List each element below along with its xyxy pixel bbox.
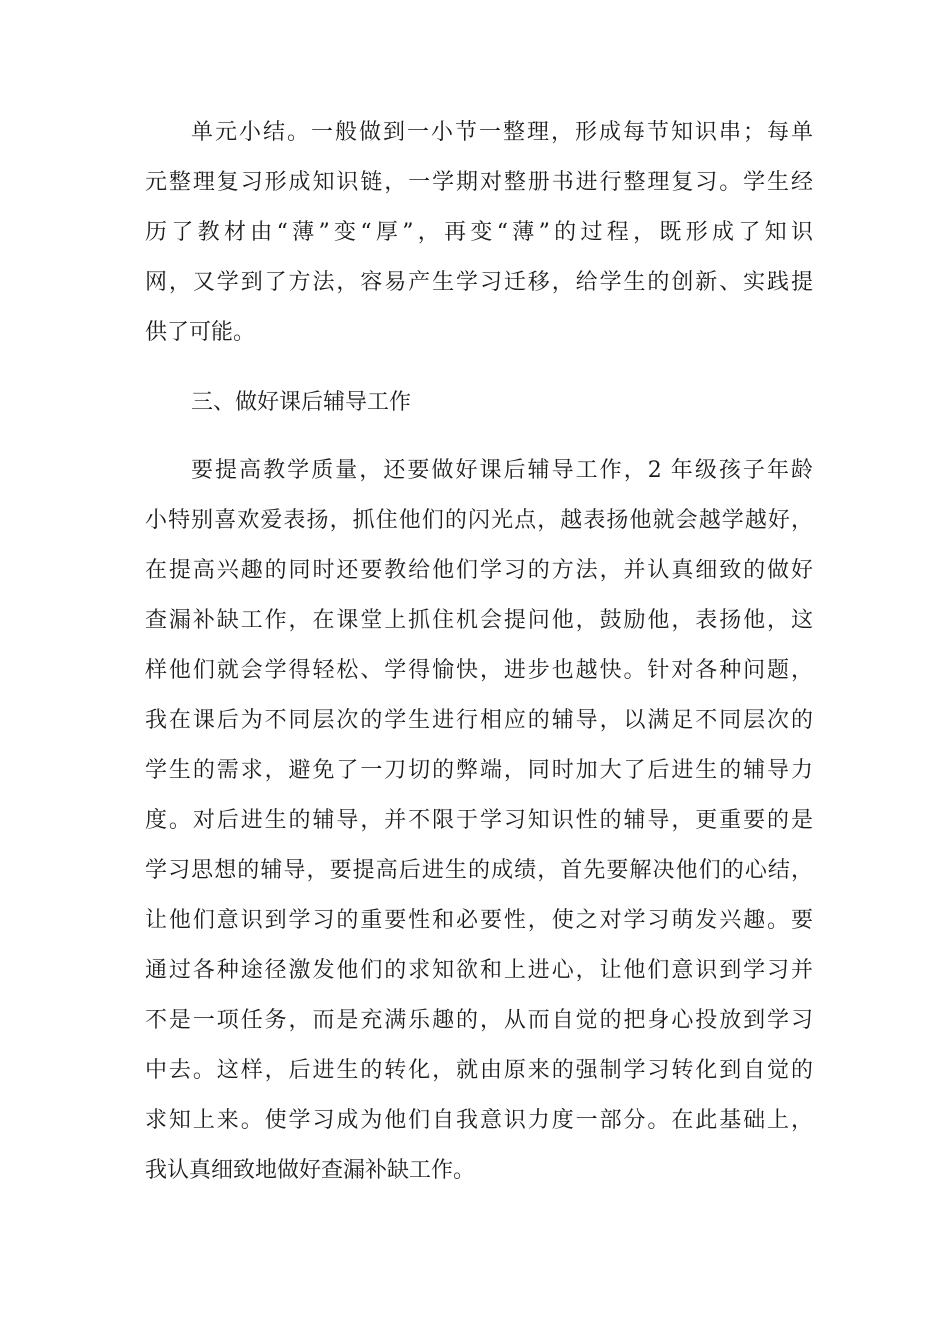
- text-line: 网，又学到了方法，容易产生学习迁移，给学生的创新、实践提: [145, 270, 813, 295]
- text-line: 在提高兴趣的同时还要教给他们学习的方法，并认真细致的做好: [145, 558, 813, 583]
- text-line: 中去。这样，后进生的转化，就由原来的强制学习转化到自觉的: [145, 1058, 813, 1083]
- text-line: 让他们意识到学习的重要性和必要性，使之对学习萌发兴趣。要: [145, 908, 813, 933]
- text-line: 要提高教学质量，还要做好课后辅导工作，2 年级孩子年龄: [191, 458, 813, 483]
- heading-text: 三、做好课后辅导工作: [191, 390, 412, 415]
- text-line: 样他们就会学得轻松、学得愉快，进步也越快。针对各种问题，: [145, 658, 813, 683]
- paragraph-unit-summary: [145, 108, 813, 358]
- text-line: 我在课后为不同层次的学生进行相应的辅导，以满足不同层次的: [145, 708, 813, 733]
- text-line: 供了可能。: [145, 320, 256, 345]
- text-line: 我认真细致地做好查漏补缺工作。: [145, 1158, 476, 1183]
- text-line: 查漏补缺工作，在课堂上抓住机会提问他，鼓励他，表扬他，这: [145, 608, 813, 633]
- text-line: 元整理复习形成知识链，一学期对整册书进行整理复习。学生经: [145, 170, 813, 195]
- paragraph-after-class-tutoring: [145, 446, 813, 1196]
- text-line: 学生的需求，避免了一刀切的弊端，同时加大了后进生的辅导力: [145, 758, 813, 783]
- text-line: 度。对后进生的辅导，并不限于学习知识性的辅导，更重要的是: [145, 808, 813, 833]
- text-line: 单元小结。一般做到一小节一整理，形成每节知识串；每单: [191, 120, 813, 145]
- text-line: 不是一项任务，而是充满乐趣的，从而自觉的把身心投放到学习: [145, 1008, 813, 1033]
- text-line: 求知上来。使学习成为他们自我意识力度一部分。在此基础上，: [145, 1108, 813, 1133]
- text-line: 历了教材由“薄”变“厚”，再变“薄”的过程，既形成了知识: [145, 220, 813, 245]
- text-line: 小特别喜欢爱表扬，抓住他们的闪光点，越表扬他就会越学越好，: [145, 508, 813, 533]
- text-line: 学习思想的辅导，要提高后进生的成绩，首先要解决他们的心结，: [145, 858, 813, 883]
- text-line: 通过各种途径激发他们的求知欲和上进心，让他们意识到学习并: [145, 958, 813, 983]
- section-heading: [145, 378, 813, 428]
